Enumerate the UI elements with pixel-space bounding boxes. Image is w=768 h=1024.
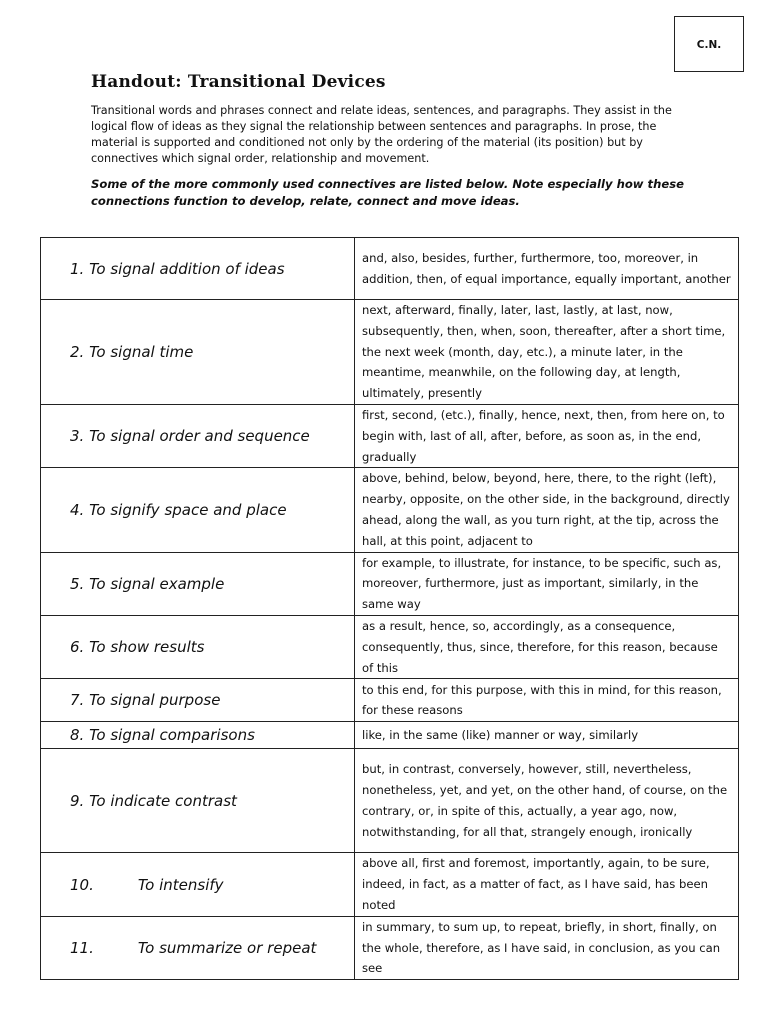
table-row bbox=[41, 679, 739, 722]
class-code-label: C.N. bbox=[696, 39, 722, 51]
category-number: 10. bbox=[70, 875, 94, 894]
intro-note: Some of the more commonly used connectives are listed below. Note especially how these connections function to develop, relate, connect and move ideas. bbox=[91, 177, 684, 208]
category-number: 9. bbox=[70, 791, 85, 810]
table-row bbox=[41, 300, 739, 405]
category-label: To signal comparisons bbox=[89, 726, 255, 745]
category-cell bbox=[41, 238, 355, 300]
page-title: Handout: Transitional Devices bbox=[91, 72, 386, 92]
intro-paragraph: Transitional words and phrases connect and relate ideas, sentences, and paragraphs. They assist in the logical flow of ideas as they signal the relationship between sentences and paragraphs. In prose, the material is supported and conditioned not only by the ordering of the material (its position) but by connectives which signal order, relationship and movement. bbox=[91, 104, 672, 165]
category-number: 4. bbox=[70, 500, 85, 519]
connectives-cell: above, behind, below, beyond, here, there, to the right (left), nearby, opposite, on the other side, in the background, directly ahead, along the wall, as you turn right, at the tip, across the hall, at this point, adjacent to bbox=[355, 468, 739, 552]
connectives-cell: next, afterward, finally, later, last, lastly, at last, now, subsequently, then, when, soon, thereafter, after a short time, the next week (month, day, etc.), a minute later, in the meantime, meanwhile, on the following day, at length, ultimately, presently bbox=[355, 300, 739, 405]
category-number: 2. bbox=[70, 342, 85, 361]
category-label: To signify space and place bbox=[89, 500, 287, 519]
category-cell bbox=[41, 552, 355, 615]
connectives-cell: to this end, for this purpose, with this in mind, for this reason, for these reasons bbox=[355, 679, 739, 722]
connectives-cell: like, in the same (like) manner or way, similarly bbox=[355, 722, 739, 749]
transitions-table bbox=[40, 237, 739, 980]
category-label: To summarize or repeat bbox=[137, 938, 317, 957]
table-row bbox=[41, 552, 739, 615]
category-label: To intensify bbox=[137, 875, 224, 894]
category-label: To signal time bbox=[89, 342, 194, 361]
table-row bbox=[41, 468, 739, 552]
table-row bbox=[41, 238, 739, 300]
connectives-cell: in summary, to sum up, to repeat, briefly, in short, finally, on the whole, therefore, as I have said, in conclusion, as you can see bbox=[355, 916, 739, 979]
category-cell bbox=[41, 404, 355, 467]
table-row bbox=[41, 853, 739, 916]
category-label: To signal addition of ideas bbox=[89, 259, 285, 278]
category-cell bbox=[41, 749, 355, 853]
category-number: 11. bbox=[70, 938, 94, 957]
category-number: 6. bbox=[70, 638, 85, 657]
category-number: 7. bbox=[70, 691, 85, 710]
category-label: To signal purpose bbox=[89, 691, 221, 710]
connectives-cell: above all, first and foremost, importantly, again, to be sure, indeed, in fact, as a matter of fact, as I have said, has been noted bbox=[355, 853, 739, 916]
category-cell bbox=[41, 916, 355, 979]
table-row bbox=[41, 615, 739, 678]
category-label: To indicate contrast bbox=[89, 791, 237, 810]
connectives-cell: but, in contrast, conversely, however, still, nevertheless, nonetheless, yet, and yet, on the other hand, of course, on the contrary, or, in spite of this, actually, a year ago, now, notwithstanding, for all that, strangely enough, ironically bbox=[355, 749, 739, 853]
category-cell bbox=[41, 615, 355, 678]
category-cell bbox=[41, 722, 355, 749]
category-label: To signal order and sequence bbox=[89, 427, 310, 446]
category-label: To signal example bbox=[89, 574, 225, 593]
connectives-cell: for example, to illustrate, for instance, to be specific, such as, moreover, furthermore, just as important, similarly, in the same way bbox=[355, 552, 739, 615]
connectives-cell: first, second, (etc.), finally, hence, next, then, from here on, to begin with, last of all, after, before, as soon as, in the end, gradually bbox=[355, 404, 739, 467]
category-number: 1. bbox=[70, 259, 85, 278]
category-cell bbox=[41, 853, 355, 916]
category-number: 5. bbox=[70, 574, 85, 593]
connectives-cell: as a result, hence, so, accordingly, as a consequence, consequently, thus, since, therefore, for this reason, because of this bbox=[355, 615, 739, 678]
table-row bbox=[41, 404, 739, 467]
category-label: To show results bbox=[89, 638, 205, 657]
category-cell bbox=[41, 300, 355, 405]
category-number: 8. bbox=[70, 726, 85, 745]
table-row bbox=[41, 749, 739, 853]
category-cell bbox=[41, 679, 355, 722]
category-number: 3. bbox=[70, 427, 85, 446]
table-row bbox=[41, 916, 739, 979]
table-row bbox=[41, 722, 739, 749]
category-cell bbox=[41, 468, 355, 552]
connectives-cell: and, also, besides, further, furthermore, too, moreover, in addition, then, of equal importance, equally important, another bbox=[355, 238, 739, 300]
class-code-box bbox=[674, 16, 744, 72]
